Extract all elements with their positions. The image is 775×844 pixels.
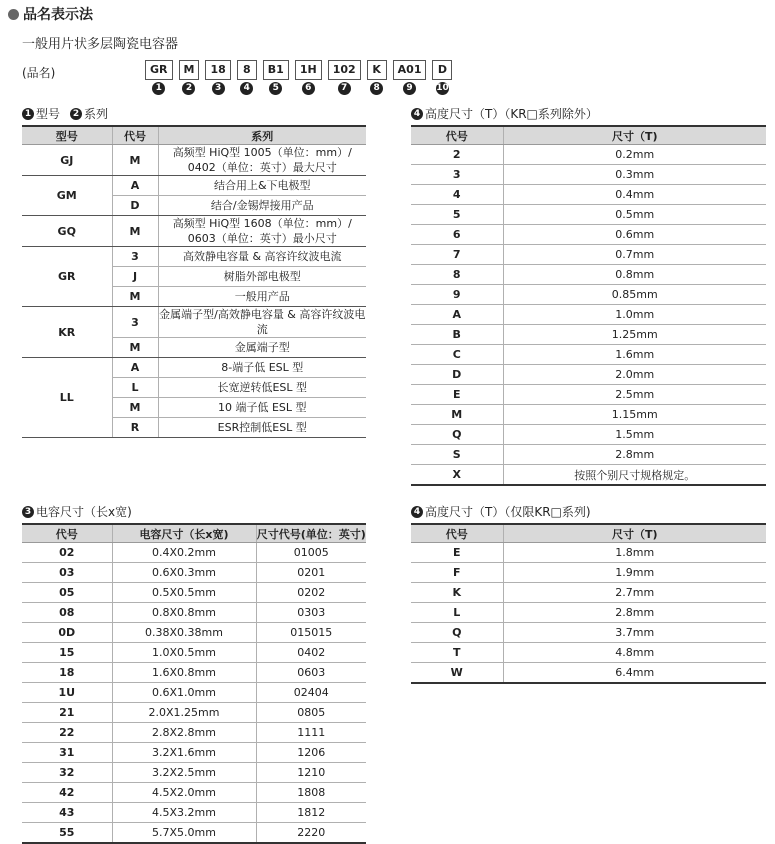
table-row [22,743,366,763]
part-code-box: D [432,60,452,80]
table-row [22,247,366,267]
value-cell: 0201 [256,563,366,583]
column-header: 代号 [411,126,503,145]
code-cell: 9 [411,285,503,305]
code-cell: 8 [411,265,503,285]
value-cell: 2.0mm [503,365,766,385]
type-cell: GM [22,176,112,216]
table1-title-text1: 型号 [36,107,61,121]
value-cell: 015015 [256,623,366,643]
table-row [411,165,766,185]
code-cell: 31 [22,743,112,763]
value-cell: 0.4X0.2mm [112,543,256,563]
table-row [22,663,366,683]
column-header: 系列 [158,126,366,145]
value-cell: 2.0X1.25mm [112,703,256,723]
table4-title [411,503,591,520]
subtitle: 一般用片状多层陶瓷电容器 [22,37,179,52]
code-cell: S [411,445,503,465]
series-cell: 高频型 HiQ型 1005（单位：mm）/ 0402（单位：英寸）最大尺寸 [158,145,366,176]
height-table [411,125,766,486]
code-cell: A [411,305,503,325]
table-row [411,465,766,486]
table-row [22,176,366,196]
part-index-badge: 1 [152,82,165,95]
code-cell: B [411,325,503,345]
type-cell: GQ [22,216,112,247]
table-row [22,683,366,703]
bullet-icon [8,9,19,20]
code-cell: 55 [22,823,112,844]
table-row [22,763,366,783]
code-cell: 21 [22,703,112,723]
code-cell: 2 [411,145,503,165]
code-cell: 1U [22,683,112,703]
series-cell: 8-端子低 ESL 型 [158,358,366,378]
series-cell: 长宽逆转低ESL 型 [158,378,366,398]
part-code-box: 18 [205,60,230,80]
table3-title-text: 高度尺寸（T）（KR□系列除外） [425,107,598,121]
index-badge: 2 [70,108,82,120]
index-badge: 1 [22,108,34,120]
table3-title [411,105,598,122]
part-code-box: GR [145,60,173,80]
code-cell: Q [411,425,503,445]
code-cell: K [411,583,503,603]
value-cell: 1.25mm [503,325,766,345]
value-cell: 5.7X5.0mm [112,823,256,844]
value-cell: 1.8mm [503,543,766,563]
table-row [411,265,766,285]
part-code-box: 8 [237,60,257,80]
type-cell: GJ [22,145,112,176]
table-row [22,563,366,583]
column-header: 尺寸代号(单位：英寸) [256,524,366,543]
value-cell: 1206 [256,743,366,763]
part-code-box: A01 [393,60,427,80]
value-cell: 01005 [256,543,366,563]
value-cell: 0603 [256,663,366,683]
column-header: 电容尺寸（长x宽) [112,524,256,543]
table2-title-text: 电容尺寸（长x宽) [36,505,132,519]
table-row [411,345,766,365]
series-cell: 金属端子型 [158,338,366,358]
table-row [411,145,766,165]
value-cell: 0.5X0.5mm [112,583,256,603]
code-cell: M [112,338,158,358]
code-cell: Q [411,623,503,643]
code-cell: 03 [22,563,112,583]
index-badge: 4 [411,108,423,120]
table-row [411,405,766,425]
code-cell: W [411,663,503,684]
value-cell: 3.2X2.5mm [112,763,256,783]
type-series-table [22,125,366,438]
code-cell: J [112,267,158,287]
code-cell: D [112,196,158,216]
part-index-badge: 2 [182,82,195,95]
code-cell: X [411,465,503,486]
code-cell: M [112,216,158,247]
table-row [22,543,366,563]
code-cell: A [112,358,158,378]
table-row [411,663,766,684]
code-cell: 22 [22,723,112,743]
part-code-box: M [179,60,200,80]
table-row [411,643,766,663]
value-cell: 0402 [256,643,366,663]
value-cell: 4.8mm [503,643,766,663]
code-cell: 05 [22,583,112,603]
table-row [22,583,366,603]
code-cell: 3 [411,165,503,185]
value-cell: 0.6X0.3mm [112,563,256,583]
table-row [411,623,766,643]
part-index-badge: 4 [240,82,253,95]
table-row [411,205,766,225]
table-row [411,285,766,305]
part-index-badge: 7 [338,82,351,95]
capacitor-size-table [22,523,366,844]
value-cell: 2.8X2.8mm [112,723,256,743]
value-cell: 1.6X0.8mm [112,663,256,683]
value-cell: 4.5X3.2mm [112,803,256,823]
value-cell: 1.0mm [503,305,766,325]
value-cell: 0303 [256,603,366,623]
series-cell: 一般用产品 [158,287,366,307]
code-cell: 08 [22,603,112,623]
table-row [22,703,366,723]
type-cell: LL [22,358,112,438]
code-cell: 15 [22,643,112,663]
table-row [22,307,366,338]
part-code-box: 102 [328,60,361,80]
code-cell: 43 [22,803,112,823]
table-row [411,225,766,245]
code-cell: 3 [112,247,158,267]
value-cell: 0.7mm [503,245,766,265]
series-cell: 10 端子低 ESL 型 [158,398,366,418]
table-row [411,185,766,205]
table-row [22,803,366,823]
part-code-box: 1H [295,60,322,80]
value-cell: 0.5mm [503,205,766,225]
table-row [411,583,766,603]
column-header: 尺寸（T) [503,126,766,145]
index-badge: 3 [22,506,34,518]
column-header: 尺寸（T) [503,524,766,543]
value-cell: 3.7mm [503,623,766,643]
column-header: 型号 [22,126,112,145]
value-cell: 2.8mm [503,445,766,465]
column-header: 代号 [22,524,112,543]
code-cell: 3 [112,307,158,338]
series-cell: 金属端子型/高效静电容量 & 高容许纹波电流 [159,308,366,336]
value-cell: 0.6X1.0mm [112,683,256,703]
table-row [22,145,366,176]
part-number-label: (品名) [22,66,56,80]
value-cell: 1.5mm [503,425,766,445]
type-cell: KR [22,307,112,358]
column-header: 代号 [112,126,158,145]
table4-title-text: 高度尺寸（T）（仅限KR□系列) [425,505,591,519]
value-cell: 4.5X2.0mm [112,783,256,803]
code-cell: R [112,418,158,438]
value-cell: 0202 [256,583,366,603]
value-cell: 1.15mm [503,405,766,425]
table2-title [22,503,132,520]
table-row [22,216,366,247]
code-cell: 18 [22,663,112,683]
code-cell: E [411,543,503,563]
code-cell: C [411,345,503,365]
code-cell: T [411,643,503,663]
code-cell: A [112,176,158,196]
series-cell: 结合用上&下电极型 [158,176,366,196]
table-row [22,783,366,803]
value-cell: 0.8mm [503,265,766,285]
value-cell: 02404 [256,683,366,703]
value-cell: 1210 [256,763,366,783]
code-cell: M [112,287,158,307]
table-row [411,385,766,405]
part-number-codes [145,60,452,80]
code-cell: L [411,603,503,623]
table-row [22,643,366,663]
table1-title [22,105,108,122]
series-cell: 树脂外部电极型 [158,267,366,287]
section-title [8,4,93,24]
code-cell: M [112,145,158,176]
part-code-box: B1 [263,60,289,80]
part-index-badge: 10 [436,83,449,93]
value-cell: 2.8mm [503,603,766,623]
part-code-box: K [367,60,387,80]
part-index-badge: 3 [212,82,225,95]
table-row [411,305,766,325]
table-row [411,365,766,385]
value-cell: 1111 [256,723,366,743]
type-cell: GR [22,247,112,307]
table-row [22,723,366,743]
series-cell: ESR控制低ESL 型 [158,418,366,438]
table-row [411,445,766,465]
value-cell: 1808 [256,783,366,803]
part-index-badge: 5 [269,82,282,95]
series-cell: 高频型 HiQ型 1608（单位：mm）/ 0603（单位：英寸）最小尺寸 [158,216,366,247]
part-index-badge: 8 [370,82,383,95]
value-cell: 2.7mm [503,583,766,603]
code-cell: D [411,365,503,385]
index-badge: 4 [411,506,423,518]
value-cell: 0.6mm [503,225,766,245]
value-cell: 1.6mm [503,345,766,365]
code-cell: 6 [411,225,503,245]
value-cell: 0805 [256,703,366,723]
table-row [411,563,766,583]
part-index-badge: 6 [302,82,315,95]
code-cell: F [411,563,503,583]
code-cell: 32 [22,763,112,783]
value-cell: 0.85mm [503,285,766,305]
code-cell: M [112,398,158,418]
table-row [411,425,766,445]
part-index-badge: 9 [403,82,416,95]
table-row [22,603,366,623]
code-cell: 02 [22,543,112,563]
value-cell: 0.8X0.8mm [112,603,256,623]
value-cell: 6.4mm [503,663,766,684]
value-cell: 1.9mm [503,563,766,583]
value-cell: 0.2mm [503,145,766,165]
value-cell: 2.5mm [503,385,766,405]
code-cell: 4 [411,185,503,205]
table1-title-text2: 系列 [84,107,109,121]
table-row [22,358,366,378]
value-cell: 0.3mm [503,165,766,185]
table-row [411,603,766,623]
value-cell: 1.0X0.5mm [112,643,256,663]
series-cell: 高效静电容量 & 高容许纹波电流 [158,247,366,267]
table-row [411,543,766,563]
value-cell: 按照个别尺寸规格规定。 [503,465,766,486]
table-row [411,245,766,265]
code-cell: M [411,405,503,425]
code-cell: 42 [22,783,112,803]
table-row [411,325,766,345]
value-cell: 0.4mm [503,185,766,205]
kr-height-table [411,523,766,684]
code-cell: 7 [411,245,503,265]
code-cell: E [411,385,503,405]
column-header: 代号 [411,524,503,543]
series-cell: 结合/金锡焊接用产品 [158,196,366,216]
value-cell: 1812 [256,803,366,823]
code-cell: 5 [411,205,503,225]
table-row [22,623,366,643]
value-cell: 3.2X1.6mm [112,743,256,763]
code-cell: L [112,378,158,398]
code-cell: 0D [22,623,112,643]
table-row [22,823,366,844]
section-title-text: 品名表示法 [23,7,93,23]
value-cell: 2220 [256,823,366,844]
value-cell: 0.38X0.38mm [112,623,256,643]
